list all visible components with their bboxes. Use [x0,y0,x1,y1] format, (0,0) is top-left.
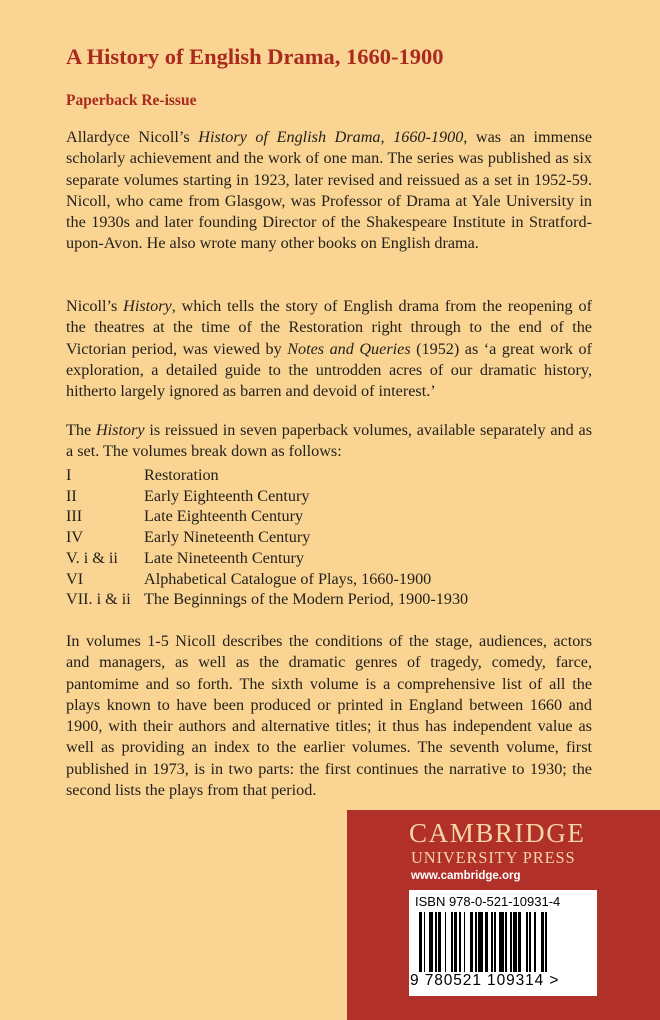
publisher-url: www.cambridge.org [411,870,521,882]
volume-number: II [66,486,77,505]
volume-number: V. i & ii [66,548,118,567]
barcode-bar [459,912,461,972]
barcode-bar [429,912,434,972]
barcode-bar [445,912,447,972]
barcode-bar [491,912,493,972]
volume-title: Late Nineteenth Century [144,548,305,567]
barcode-bar [464,912,466,972]
barcode-bar [419,912,422,972]
barcode-bar [505,912,507,972]
volume-row [66,465,592,486]
volume-number: VI [66,569,84,588]
book-title: A History of English Drama, 1660-1900 [66,44,444,69]
volume-title: Late Eighteenth Century [144,507,304,526]
barcode-bar [526,912,528,972]
volume-number: IV [66,528,84,547]
barcode-bars [419,912,589,972]
ean-digits: 9 780521 109314 > [410,972,560,989]
description-paragraph-3: The History is reissued in seven paperback volumes, available separately and as a set. The volumes break down as follows: [66,421,592,461]
barcode-bar [451,912,453,972]
barcode-bar [424,912,426,972]
volume-row [66,589,592,610]
barcode-bar [438,912,441,972]
volume-title: Alphabetical Catalogue of Plays, 1660-1900 [144,569,432,588]
barcode [409,890,597,996]
barcode-bar [510,912,512,972]
barcode-bar [529,912,531,972]
volume-title: The Beginnings of the Modern Period, 1900-1930 [144,590,469,609]
barcode-bar [541,912,544,972]
barcode-bar [475,912,477,972]
barcode-bar [513,912,516,972]
barcode-bar [494,912,496,972]
barcode-bar [518,912,521,972]
barcode-bar [435,912,437,972]
volume-row [66,506,592,527]
volume-list [66,465,592,610]
volume-title: Early Eighteenth Century [144,486,310,505]
edition-subtitle: Paperback Re-issue [66,92,197,109]
volume-row [66,527,592,548]
barcode-bar [534,912,536,972]
isbn-label: ISBN 978-0-521-10931-4 [415,894,561,909]
volume-title: Early Nineteenth Century [144,528,311,547]
volume-row [66,569,592,590]
description-paragraph-2: Nicoll’s History, which tells the story of English drama from the reopening of the theatres at the time of the Restoration right through to the end of the Victorian period, was viewed by Notes and Queries (1952) as ‘a great work of exploration, a detailed guide to the untrodden acres of our dramatic history, hitherto largely ignored as barren and devoid of interest.’ [66,297,592,401]
publisher-press: UNIVERSITY PRESS [411,848,576,867]
barcode-bar [454,912,457,972]
volume-number: I [66,466,72,484]
description-paragraph-1: Allardyce Nicoll’s History of English Drama, 1660-1900, was an immense scholarly achievement and the work of one man. The series was published as six separate volumes starting in 1923, later revised and reissued as a set in 1952-59. Nicoll, who came from Glasgow, was Professor of Drama at Yale University in the 1930s and later founding Director of the Shakespeare Institute in Stratford-upon-Avon. He also wrote many other books on English drama. [66,128,593,253]
barcode-bar [478,912,483,972]
volume-number: VII. i & ii [66,590,131,609]
volume-row [66,486,592,507]
barcode-bar [545,912,547,972]
volume-row [66,548,592,569]
barcode-bar [499,912,504,972]
barcode-bar [485,912,488,972]
barcode-bar [470,912,473,972]
volume-title: Restoration [144,466,219,484]
description-paragraph-4: In volumes 1-5 Nicoll describes the conditions of the stage, audiences, actors and managers, as well as the dramatic genres of tragedy, comedy, farce, pantomime and so forth. The sixth volume is a comprehensive list of all the plays known to have been produced or printed in England between 1660 and 1900, with their authors and alternative titles; it thus has independent value as well as providing an index to the earlier volumes. The seventh volume, first published in 1973, is in two parts: the first continues the narrative to 1930; the second lists the plays from that period. [66,632,592,800]
volume-number: III [66,507,83,526]
publisher-name: CAMBRIDGE [409,818,586,848]
publisher-block [347,810,660,1020]
